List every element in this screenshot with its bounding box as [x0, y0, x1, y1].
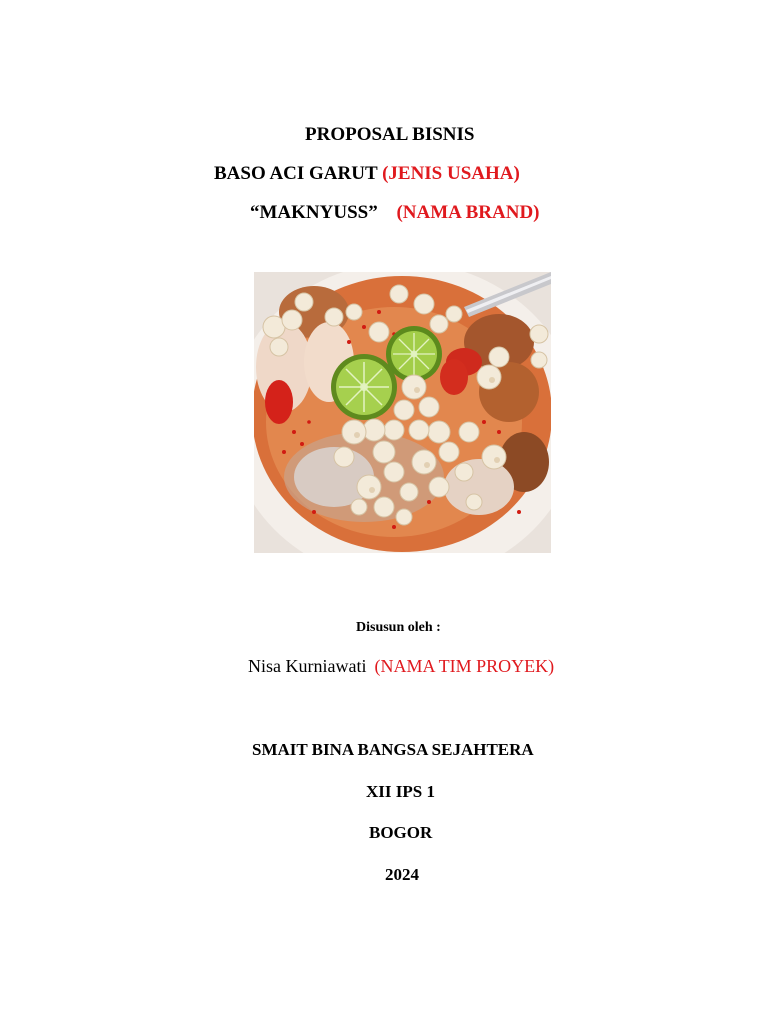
business-name: BASO ACI GARUT: [214, 163, 378, 184]
business-type-hint: (JENIS USAHA): [382, 163, 520, 184]
city-name: BOGOR: [369, 823, 433, 842]
author-line: [248, 656, 554, 677]
compiled-by-label: Disusun oleh :: [356, 620, 441, 635]
class-name: XII IPS 1: [366, 782, 435, 801]
baso-aci-bowl-photo: [254, 272, 551, 553]
year: 2024: [385, 865, 419, 884]
brand-line: [250, 202, 540, 224]
author-name: Nisa Kurniawati: [248, 656, 367, 676]
brand-name: “MAKNYUSS”: [250, 202, 378, 223]
team-hint: (NAMA TIM PROYEK): [374, 656, 555, 676]
business-type-line: [214, 163, 520, 185]
school-name: SMAIT BINA BANGSA SEJAHTERA: [252, 740, 534, 759]
brand-hint: (NAMA BRAND): [396, 202, 540, 223]
proposal-title: PROPOSAL BISNIS: [305, 124, 475, 145]
